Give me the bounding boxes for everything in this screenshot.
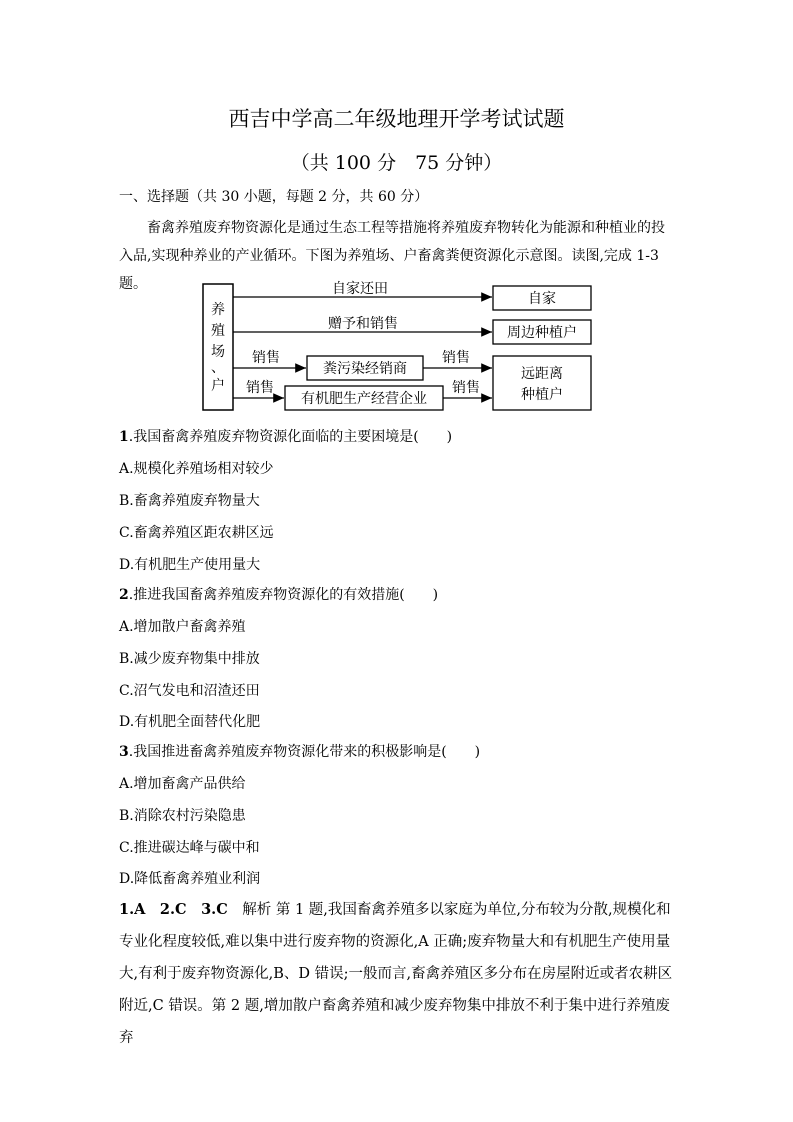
manure-flow-diagram bbox=[200, 280, 600, 415]
question-1 bbox=[119, 426, 452, 446]
q1-option-c: C.畜禽养殖区距农耕区远 bbox=[119, 525, 274, 541]
question-stem: .我国畜禽养殖废弃物资源化面临的主要困境是( ) bbox=[128, 429, 453, 445]
target-far-line-2: 种植户 bbox=[521, 387, 563, 403]
question-stem: .我国推进畜禽养殖废弃物资源化带来的积极影响是( ) bbox=[128, 744, 481, 760]
q1-option-a: A.规模化养殖场相对较少 bbox=[119, 461, 274, 477]
label-self-return: 自家还田 bbox=[332, 281, 388, 297]
source-char-1: 养 bbox=[211, 302, 225, 318]
label-gift-sale: 赠予和销售 bbox=[328, 316, 398, 332]
source-char-2: 殖 bbox=[211, 323, 225, 339]
question-number: 3 bbox=[119, 744, 129, 760]
answer-keys: 1.A 2.C 3.C bbox=[119, 901, 228, 918]
exam-subtitle: （共 100 分 75 分钟） bbox=[290, 152, 503, 174]
section-heading: 一、选择题（共 30 小题，每题 2 分，共 60 分） bbox=[119, 189, 429, 205]
q1-option-b: B.畜禽养殖废弃物量大 bbox=[119, 493, 260, 509]
q2-option-b: B.减少废弃物集中排放 bbox=[119, 651, 260, 667]
source-char-5: 户 bbox=[211, 378, 225, 394]
q2-option-d: D.有机肥全面替代化肥 bbox=[119, 714, 261, 730]
intro-line-1: 畜禽养殖废弃物资源化是通过生态工程等措施将养殖废弃物转化为能源和种植业的投 bbox=[147, 220, 665, 236]
question-2 bbox=[119, 584, 438, 604]
label-sell-1: 销售 bbox=[252, 350, 280, 366]
q2-option-a: A.增加散户畜禽养殖 bbox=[119, 619, 246, 635]
question-3 bbox=[119, 741, 480, 761]
mid-dealer: 粪污染经销商 bbox=[323, 361, 407, 377]
intro-line-2: 入品,实现种养业的产业循环。下图为养殖场、户畜禽粪便资源化示意图。读图,完成 1-3 题。 bbox=[119, 248, 659, 292]
q3-option-a: A.增加畜禽产品供给 bbox=[119, 776, 246, 792]
q3-option-d: D.降低畜禽养殖业利润 bbox=[119, 871, 261, 887]
exam-title: 西吉中学高二年级地理开学考试试题 bbox=[228, 107, 565, 131]
question-number: 1 bbox=[119, 429, 129, 445]
source-char-3: 场 bbox=[211, 344, 225, 360]
target-nearby: 周边种植户 bbox=[507, 325, 577, 341]
label-sell-3: 销售 bbox=[246, 380, 274, 396]
label-sell-2: 销售 bbox=[442, 350, 470, 366]
label-sell-4: 销售 bbox=[452, 380, 480, 396]
q3-option-b: B.消除农村污染隐患 bbox=[119, 808, 246, 824]
answer-explanation bbox=[119, 894, 679, 1054]
q3-option-c: C.推进碳达峰与碳中和 bbox=[119, 840, 260, 856]
question-number: 2 bbox=[119, 587, 129, 603]
question-stem: .推进我国畜禽养殖废弃物资源化的有效措施( ) bbox=[128, 587, 439, 603]
answer-text: 解析 第 1 题,我国畜禽养殖多以家庭为单位,分布较为分散,规模化和专业化程度较低,难以集中进行废弃物的资源化,A 正确;废弃物量大和有机肥生产使用量大,有利于废弃物资源化,B、D 错误;一般而言,畜禽养殖区多分布在房屋附近或者农耕区附近,C 错误。第 2 题,增加散户畜禽养殖和减少废弃物集中排放不利于集中进行养殖废弃 bbox=[119, 902, 673, 1046]
mid-fertilizer: 有机肥生产经营企业 bbox=[301, 391, 427, 407]
q1-option-d: D.有机肥生产使用量大 bbox=[119, 557, 261, 573]
source-char-4: 、 bbox=[211, 360, 225, 376]
target-self: 自家 bbox=[528, 291, 556, 307]
q2-option-c: C.沼气发电和沼渣还田 bbox=[119, 683, 260, 699]
target-far-line-1: 远距离 bbox=[521, 366, 563, 382]
